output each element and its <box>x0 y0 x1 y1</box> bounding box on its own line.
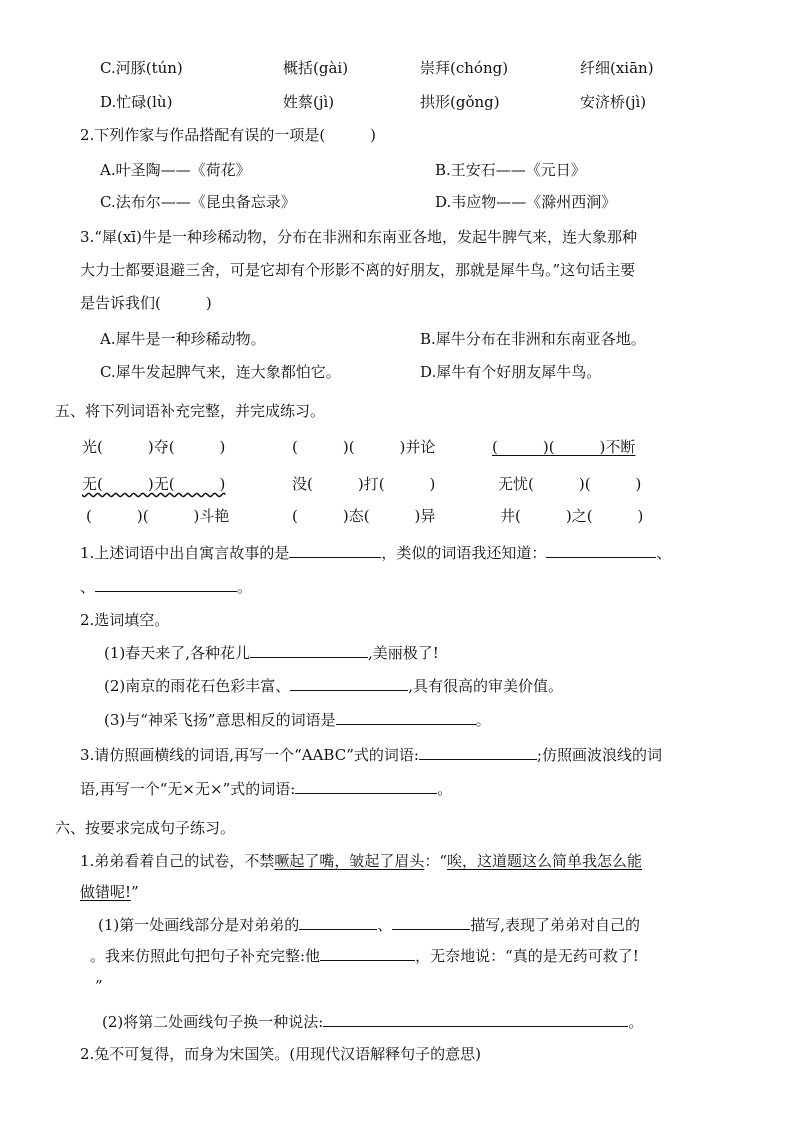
s6-q1-1-line2 <box>90 946 639 966</box>
s6-q1-1-line1 <box>98 915 640 935</box>
q3-option-a: A.犀牛是一种珍稀动物。 <box>100 330 266 348</box>
s6-q1-1-text-b: 、 <box>377 916 393 934</box>
idiom-3-underlined: ( )( )不断 <box>492 438 636 456</box>
q2-option-b: B.王安石——《元日》 <box>435 161 586 179</box>
q3-line3: 是告诉我们( ) <box>80 294 212 312</box>
s5-q3-text-b: ;仿照画波浪线的词 <box>536 746 662 764</box>
option-c-word1: C.河豚(tún) <box>100 59 183 77</box>
s6-q1-underline3: 做错呢! <box>80 883 132 901</box>
s6-q1-text-b: ：“ <box>424 852 448 870</box>
s6-q1-2-blank[interactable] <box>323 1012 628 1027</box>
s5-q1-text-c: 、 <box>656 544 672 562</box>
s5-q1-line1 <box>80 543 671 563</box>
s6-q1-underline2: 唉，这道题这么简单我怎么能 <box>447 852 643 870</box>
s6-q1-2-text-b: 。 <box>628 1013 644 1031</box>
s5-q2-1 <box>104 643 439 663</box>
s6-q1-1-blank2[interactable] <box>392 915 470 930</box>
s6-q1-text-a: 1.弟弟看着自己的试卷，不禁 <box>80 852 275 870</box>
idiom-8: ( )态( )异 <box>292 507 436 525</box>
s5-q3-text-c: 语,再写一个“无×无×”式的词语: <box>80 780 296 798</box>
option-c-word3: 崇拜(chóng) <box>420 59 509 77</box>
q3-option-c: C.犀牛发起脾气来，连大象都怕它。 <box>100 363 341 381</box>
s5-q1-line2 <box>80 577 252 597</box>
section5-heading: 五、将下列词语补充完整，并完成练习。 <box>55 402 326 420</box>
q3-line1: 3.“犀(xī)牛是一种珍稀动物，分布在非洲和东南亚各地，发起牛脾气来，连大象那种 <box>80 228 637 246</box>
option-d-word1: D.忙碌(lù) <box>100 93 173 111</box>
option-c-word2: 概括(gài) <box>283 59 349 77</box>
idiom-6: 无忧( )( ) <box>498 475 642 493</box>
s5-q2-3-text-b: 。 <box>475 711 491 729</box>
s5-q3-line1 <box>80 745 662 765</box>
s5-q2-1-text-b: ,美丽极了! <box>368 644 439 662</box>
s6-q2: 2.兔不可复得，而身为宋国笑。(用现代汉语解释句子的意思) <box>80 1045 482 1063</box>
s5-q2-2-blank[interactable] <box>290 676 408 691</box>
s6-q1-underline1: 噘起了嘴，皱起了眉头 <box>274 852 425 870</box>
s5-q1-text-d: 、 <box>80 578 96 596</box>
section6-heading: 六、按要求完成句子练习。 <box>55 819 236 837</box>
s6-q1-text-c: ” <box>131 883 139 901</box>
s5-q2-2-text-a: (2)南京的雨花石色彩丰富、 <box>104 677 291 695</box>
option-d-word4: 安济桥(jì) <box>580 93 647 111</box>
q2-option-c: C.法布尔——《昆虫备忘录》 <box>100 193 296 211</box>
s5-q2-2 <box>104 676 563 696</box>
s5-q2-3-text-a: (3)与“神采飞扬”意思相反的词语是 <box>104 711 336 729</box>
q2-stem: 2.下列作家与作品搭配有误的一项是( ) <box>80 126 377 144</box>
s6-q1-line2 <box>80 882 139 902</box>
option-c-word4: 纤细(xiān) <box>580 59 654 77</box>
s6-q1-2-text-a: (2)将第二处画线句子换一种说法: <box>102 1013 324 1031</box>
s5-q3-blank1[interactable] <box>419 745 537 760</box>
s5-q3-line2 <box>80 779 452 799</box>
s5-q2-1-blank[interactable] <box>250 643 368 658</box>
option-d-word3: 拱形(gǒng) <box>420 93 500 111</box>
s5-q3-blank2[interactable] <box>295 779 437 794</box>
s5-q3-text-a: 3.请仿照画横线的词语,再写一个“AABC”式的词语: <box>80 746 419 764</box>
s6-q1-1-text-d: 。我来仿照此句把句子补充完整:他 <box>90 947 321 965</box>
s6-q1-1-text-a: (1)第一处画线部分是对弟弟的 <box>98 916 300 934</box>
s5-q2-2-text-b: ,具有很高的审美价值。 <box>408 677 564 695</box>
s5-q2-3-blank[interactable] <box>336 710 476 725</box>
s6-q1-1-text-c: 描写,表现了弟弟对自己的 <box>470 916 641 934</box>
s5-q1-text-a: 1.上述词语中出自寓言故事的是 <box>80 544 290 562</box>
s5-q1-text-b: ，类似的词语我还知道： <box>381 544 547 562</box>
s5-q1-blank3[interactable] <box>95 577 237 592</box>
q3-option-d: D.犀牛有个好朋友犀牛鸟。 <box>420 363 602 381</box>
s6-q1-1-text-e: ，无奈地说：“真的是无药可救了! <box>415 947 639 965</box>
s6-q1-1-blank3[interactable] <box>320 946 415 961</box>
s5-q1-text-e: 。 <box>237 578 253 596</box>
option-d-word2: 姓蔡(jì) <box>283 93 335 111</box>
s5-q2-title: 2.选词填空。 <box>80 611 170 629</box>
idiom-9: 井( )之( ) <box>500 507 644 525</box>
q2-option-d: D.韦应物——《滁州西涧》 <box>435 193 617 211</box>
s6-q1-1-line3: ” <box>95 977 103 995</box>
q3-line2: 大力士都要退避三舍，可是它却有个形影不离的好朋友，那就是犀牛鸟。”这句话主要 <box>80 261 636 279</box>
s6-q1-line1 <box>80 851 642 871</box>
s5-q1-blank2[interactable] <box>546 543 656 558</box>
idiom-4-wavy: 无( )无( ) <box>82 475 226 493</box>
idiom-5: 没( )打( ) <box>292 475 436 493</box>
idiom-2: ( )( )并论 <box>292 438 436 456</box>
q2-option-a: A.叶圣陶——《荷花》 <box>100 161 251 179</box>
s5-q2-1-text-a: (1)春天来了,各种花儿 <box>104 644 251 662</box>
idiom-7: ( )( )斗艳 <box>86 507 230 525</box>
idiom-1: 光( )夺( ) <box>82 438 226 456</box>
s5-q2-3 <box>104 710 491 730</box>
s6-q1-2 <box>102 1012 643 1032</box>
s6-q1-1-blank1[interactable] <box>299 915 377 930</box>
q3-option-b: B.犀牛分布在非洲和东南亚各地。 <box>420 330 646 348</box>
s5-q1-blank1[interactable] <box>289 543 381 558</box>
s5-q3-text-d: 。 <box>437 780 453 798</box>
